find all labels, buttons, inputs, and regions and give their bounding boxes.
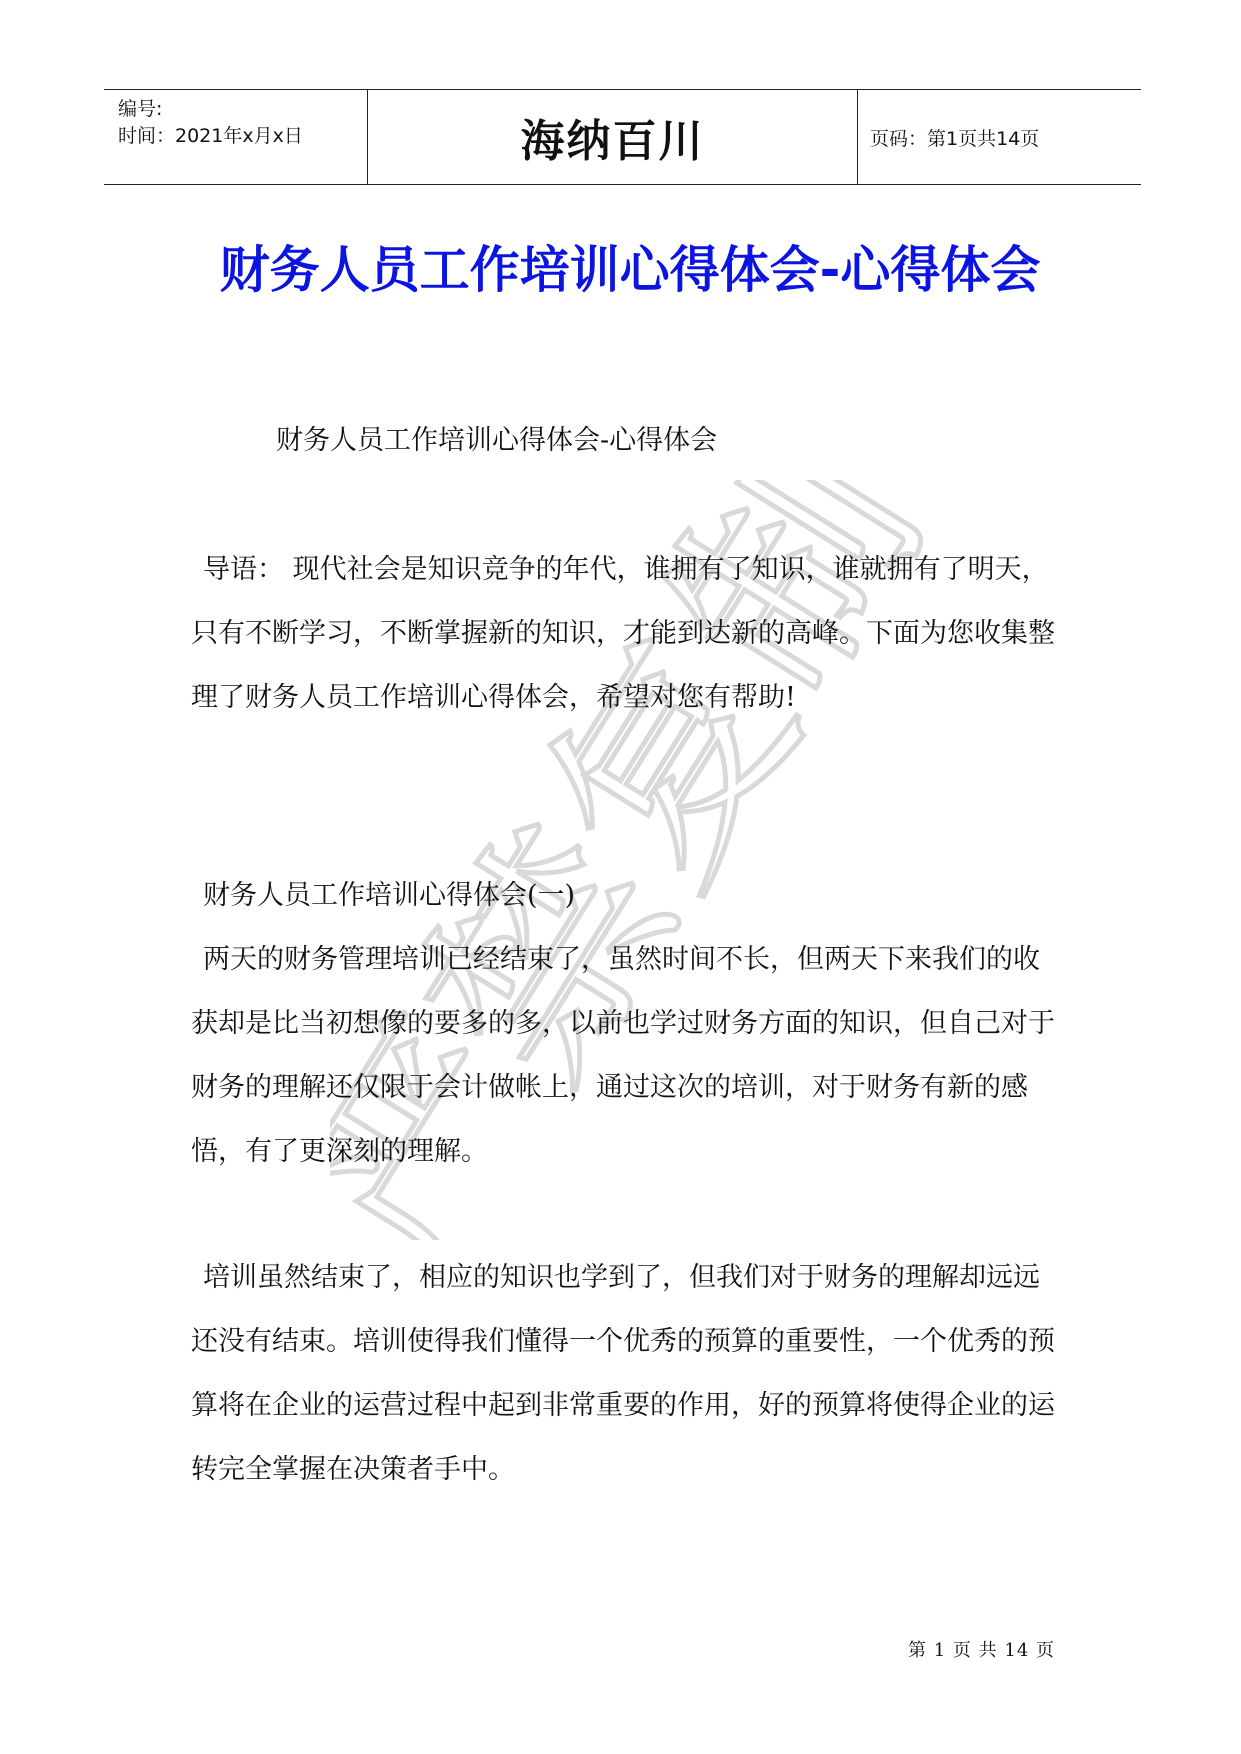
body-paragraph-1-text: 两天的财务管理培训已经结束了，虽然时间不长，但两天下来我们的收获却是比当初想像的要多的多，以前也学过财务方面的知识，但自己对于财务的理解还仅限于会计做帐上，通过这次的培训，对于财务有新的感悟，有了更深刻的理解。 — [191, 944, 1055, 1167]
intro-text: 导语： 现代社会是知识竞争的年代，谁拥有了知识，谁就拥有了明天，只有不断学习，不断掌握新的知识，才能到达新的高峰。下面为您收集整理了财务人员工作培训心得体会，希望对您有帮助! — [191, 554, 1055, 713]
document-time-label: 时间：2021年x月x日 — [118, 125, 303, 147]
body-paragraph-2-text: 培训虽然结束了，相应的知识也学到了，但我们对于财务的理解却远远还没有结束。培训使得我们懂得一个优秀的预算的重要性，一个优秀的预算将在企业的运营过程中起到非常重要的作用，好的预算将使得企业的运转完全掌握在决策者手中。 — [191, 1262, 1055, 1485]
header-brand: 海纳百川 — [368, 90, 858, 184]
document-subtitle: 财务人员工作培训心得体会-心得体会 — [276, 425, 718, 456]
watermark-text: 严禁复制 — [330, 480, 971, 1240]
section-heading-text: 财务人员工作培训心得体会(一) — [203, 880, 576, 911]
body-paragraph-2 — [191, 1246, 1061, 1502]
page-footer: 第 1 页 共 14 页 — [908, 1640, 1055, 1661]
document-title: 财务人员工作培训心得体会-心得体会 — [219, 241, 1041, 299]
section-heading — [191, 864, 1061, 928]
header-meta — [104, 90, 368, 184]
document-header — [104, 89, 1141, 185]
intro-paragraph — [191, 538, 1061, 730]
header-page-label: 页码：第1页共14页 — [870, 127, 1040, 150]
body-paragraph-1 — [191, 928, 1061, 1184]
document-number-label: 编号: — [118, 98, 163, 120]
